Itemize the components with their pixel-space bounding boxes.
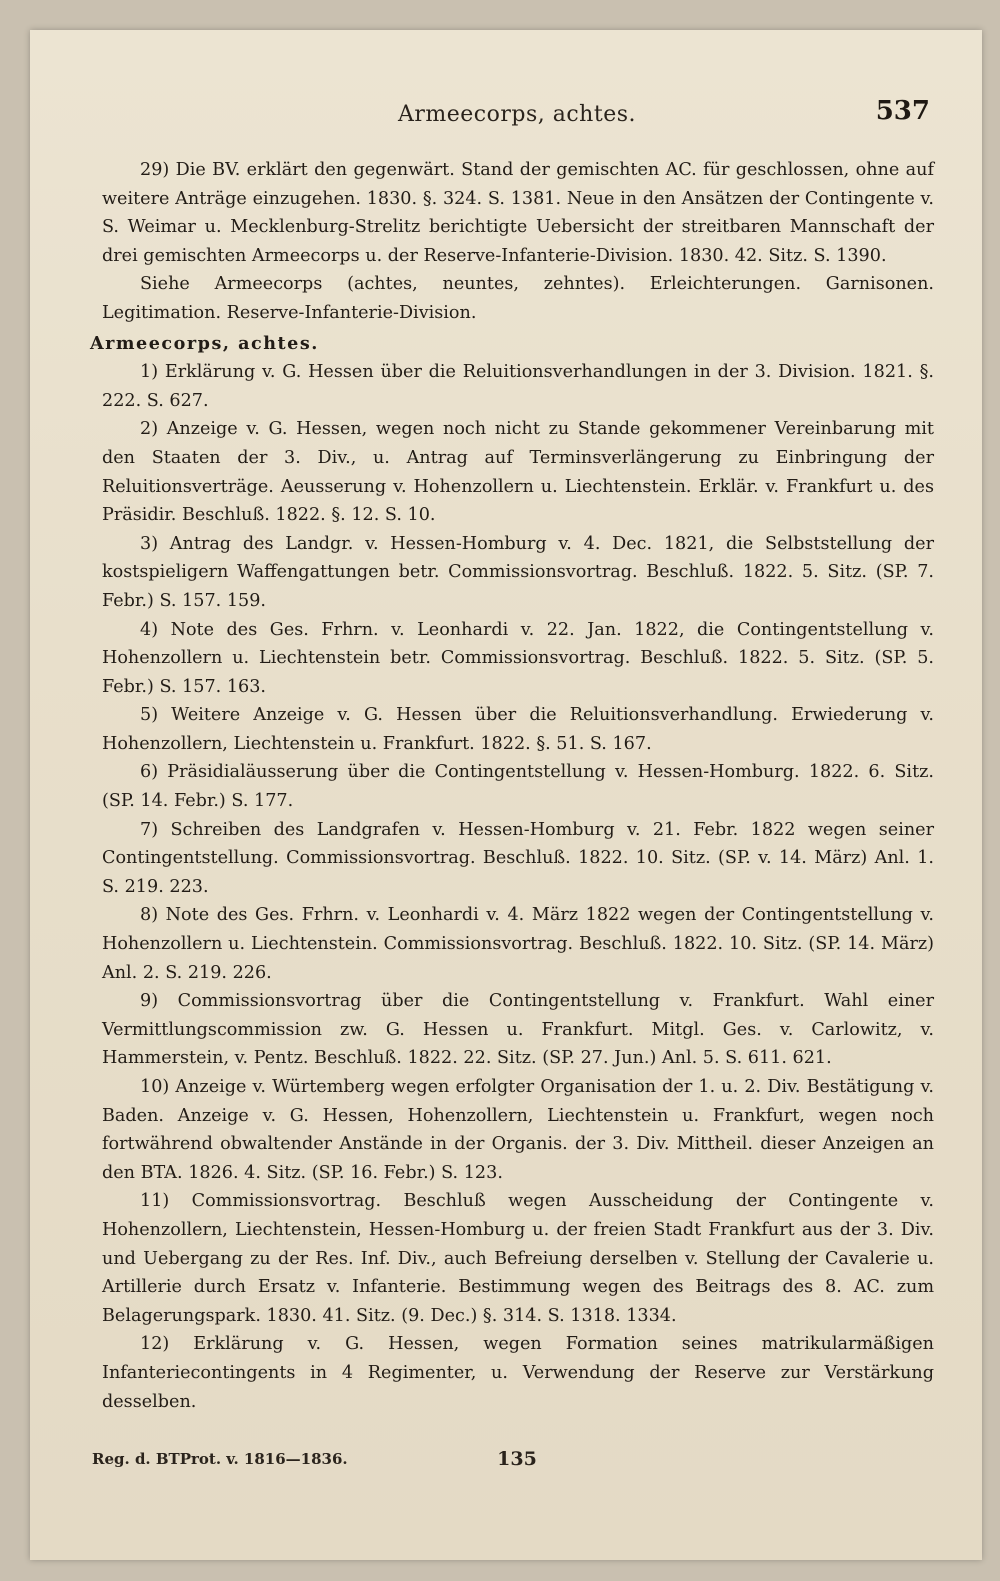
page-number: 537	[875, 96, 930, 126]
document-page	[30, 30, 982, 1560]
list-item-10: 10) Anzeige v. Würtemberg wegen erfolgter Organisation der 1. u. 2. Div. Bestätigung v. Baden. Anzeige v. G. Hessen, Hohenzollern, Liechtenstein u. Frankfurt, wegen noch fortwährend obwaltender Anstände in der Organis. der 3. Div. Mittheil. dieser Anzeigen an den BTA. 1826. 4. Sitz. (SP. 16. Febr.) S. 123.	[102, 1077, 934, 1183]
list-item-9: 9) Commissionsvortrag über die Contingentstellung v. Frankfurt. Wahl einer Vermittlungscommission zw. G. Hessen u. Frankfurt. Mitgl. Ges. v. Carlowitz, v. Hammerstein, v. Pentz. Beschluß. 1822. 22. Sitz. (SP. 27. Jun.) Anl. 5. S. 611. 621.	[102, 991, 934, 1069]
list-item-12: 12) Erklärung v. G. Hessen, wegen Formation seines matrikularmäßigen Infanteriecontingents in 4 Regimenter, u. Verwendung der Reserve zur Verstärkung desselben.	[102, 1334, 934, 1412]
list-item-7: 7) Schreiben des Landgrafen v. Hessen-Homburg v. 21. Febr. 1822 wegen seiner Contingentstellung. Commissionsvortrag. Beschluß. 1822. 10. Sitz. (SP. v. 14. März) Anl. 1. S. 219. 223.	[102, 819, 934, 897]
see-also-entry: Siehe Armeecorps (achtes, neuntes, zehntes). Erleichterungen. Garnisonen. Legitimation. Reserve-Infanterie-Division.	[102, 274, 934, 323]
page-header	[104, 96, 930, 136]
section-title: Armeecorps, achtes.	[90, 332, 319, 354]
running-head: Armeecorps, achtes.	[398, 102, 636, 127]
list-item-6: 6) Präsidialäusserung über die Contingentstellung v. Hessen-Homburg. 1822. 6. Sitz. (SP. 14. Febr.) S. 177.	[102, 762, 934, 812]
list-item-5: 5) Weitere Anzeige v. G. Hessen über die Reluitionsverhandlung. Erwiederung v. Hohenzollern, Liechtenstein u. Frankfurt. 1822. §. 51. S. 167.	[102, 705, 934, 754]
list-item-8: 8) Note des Ges. Frhrn. v. Leonhardi v. 4. März 1822 wegen der Contingentstellung v. Hohenzollern u. Liechtenstein. Commissionsvortrag. Beschluß. 1822. 10. Sitz. (SP. 14. März) Anl. 2. S. 219. 226.	[102, 905, 934, 983]
list-item-1: 1) Erklärung v. G. Hessen über die Reluitionsverhandlungen in der 3. Division. 1821. §. 222. S. 627.	[102, 362, 934, 411]
entry-29: 29) Die BV. erklärt den gegenwärt. Stand der gemischten AC. für geschlossen, ohne auf weitere Anträge einzugehen. 1830. §. 324. S. 1381. Neue in den Ansätzen der Contingente v. S. Weimar u. Mecklenburg-Strelitz berichtigte Uebersicht der streitbaren Mannschaft der drei gemischten Armeecorps u. der Reserve-Infanterie-Division. 1830. 42. Sitz. S. 1390.	[102, 160, 934, 266]
footer-signature: 135	[497, 1448, 537, 1470]
list-item-4: 4) Note des Ges. Frhrn. v. Leonhardi v. 22. Jan. 1822, die Contingentstellung v. Hohenzollern u. Liechtenstein betr. Commissionsvortrag. Beschluß. 1822. 5. Sitz. (SP. 5. Febr.) S. 157. 163.	[102, 619, 934, 697]
list-item-11: 11) Commissionsvortrag. Beschluß wegen Ausscheidung der Contingente v. Hohenzollern, Liechtenstein, Hessen-Homburg u. der freien Stadt Frankfurt aus der 3. Div. und Uebergang zu der Res. Inf. Div., auch Befreiung derselben v. Stellung der Cavalerie u. Artillerie durch Ersatz v. Infanterie. Bestimmung wegen des Beitrags des 8. AC. zum Belagerungspark. 1830. 41. Sitz. (9. Dec.) §. 314. S. 1318. 1334.	[102, 1191, 934, 1326]
page-footer	[92, 1448, 930, 1478]
list-item-2: 2) Anzeige v. G. Hessen, wegen noch nicht zu Stande gekommener Vereinbarung mit den Staaten der 3. Div., u. Antrag auf Terminsverlängerung zu Einbringung der Reluitionsverträge. Aeusserung v. Hohenzollern u. Liechtenstein. Erklär. v. Frankfurt u. des Präsidir. Beschluß. 1822. §. 12. S. 10.	[102, 419, 934, 526]
page-body	[90, 156, 934, 1416]
list-item-3: 3) Antrag des Landgr. v. Hessen-Homburg v. 4. Dec. 1821, die Selbststellung der kostspieligern Waffengattungen betr. Commissionsvortrag. Beschluß. 1822. 5. Sitz. (SP. 7. Febr.) S. 157. 159.	[102, 533, 934, 611]
footer-source: Reg. d. BTProt. v. 1816—1836.	[92, 1450, 348, 1468]
